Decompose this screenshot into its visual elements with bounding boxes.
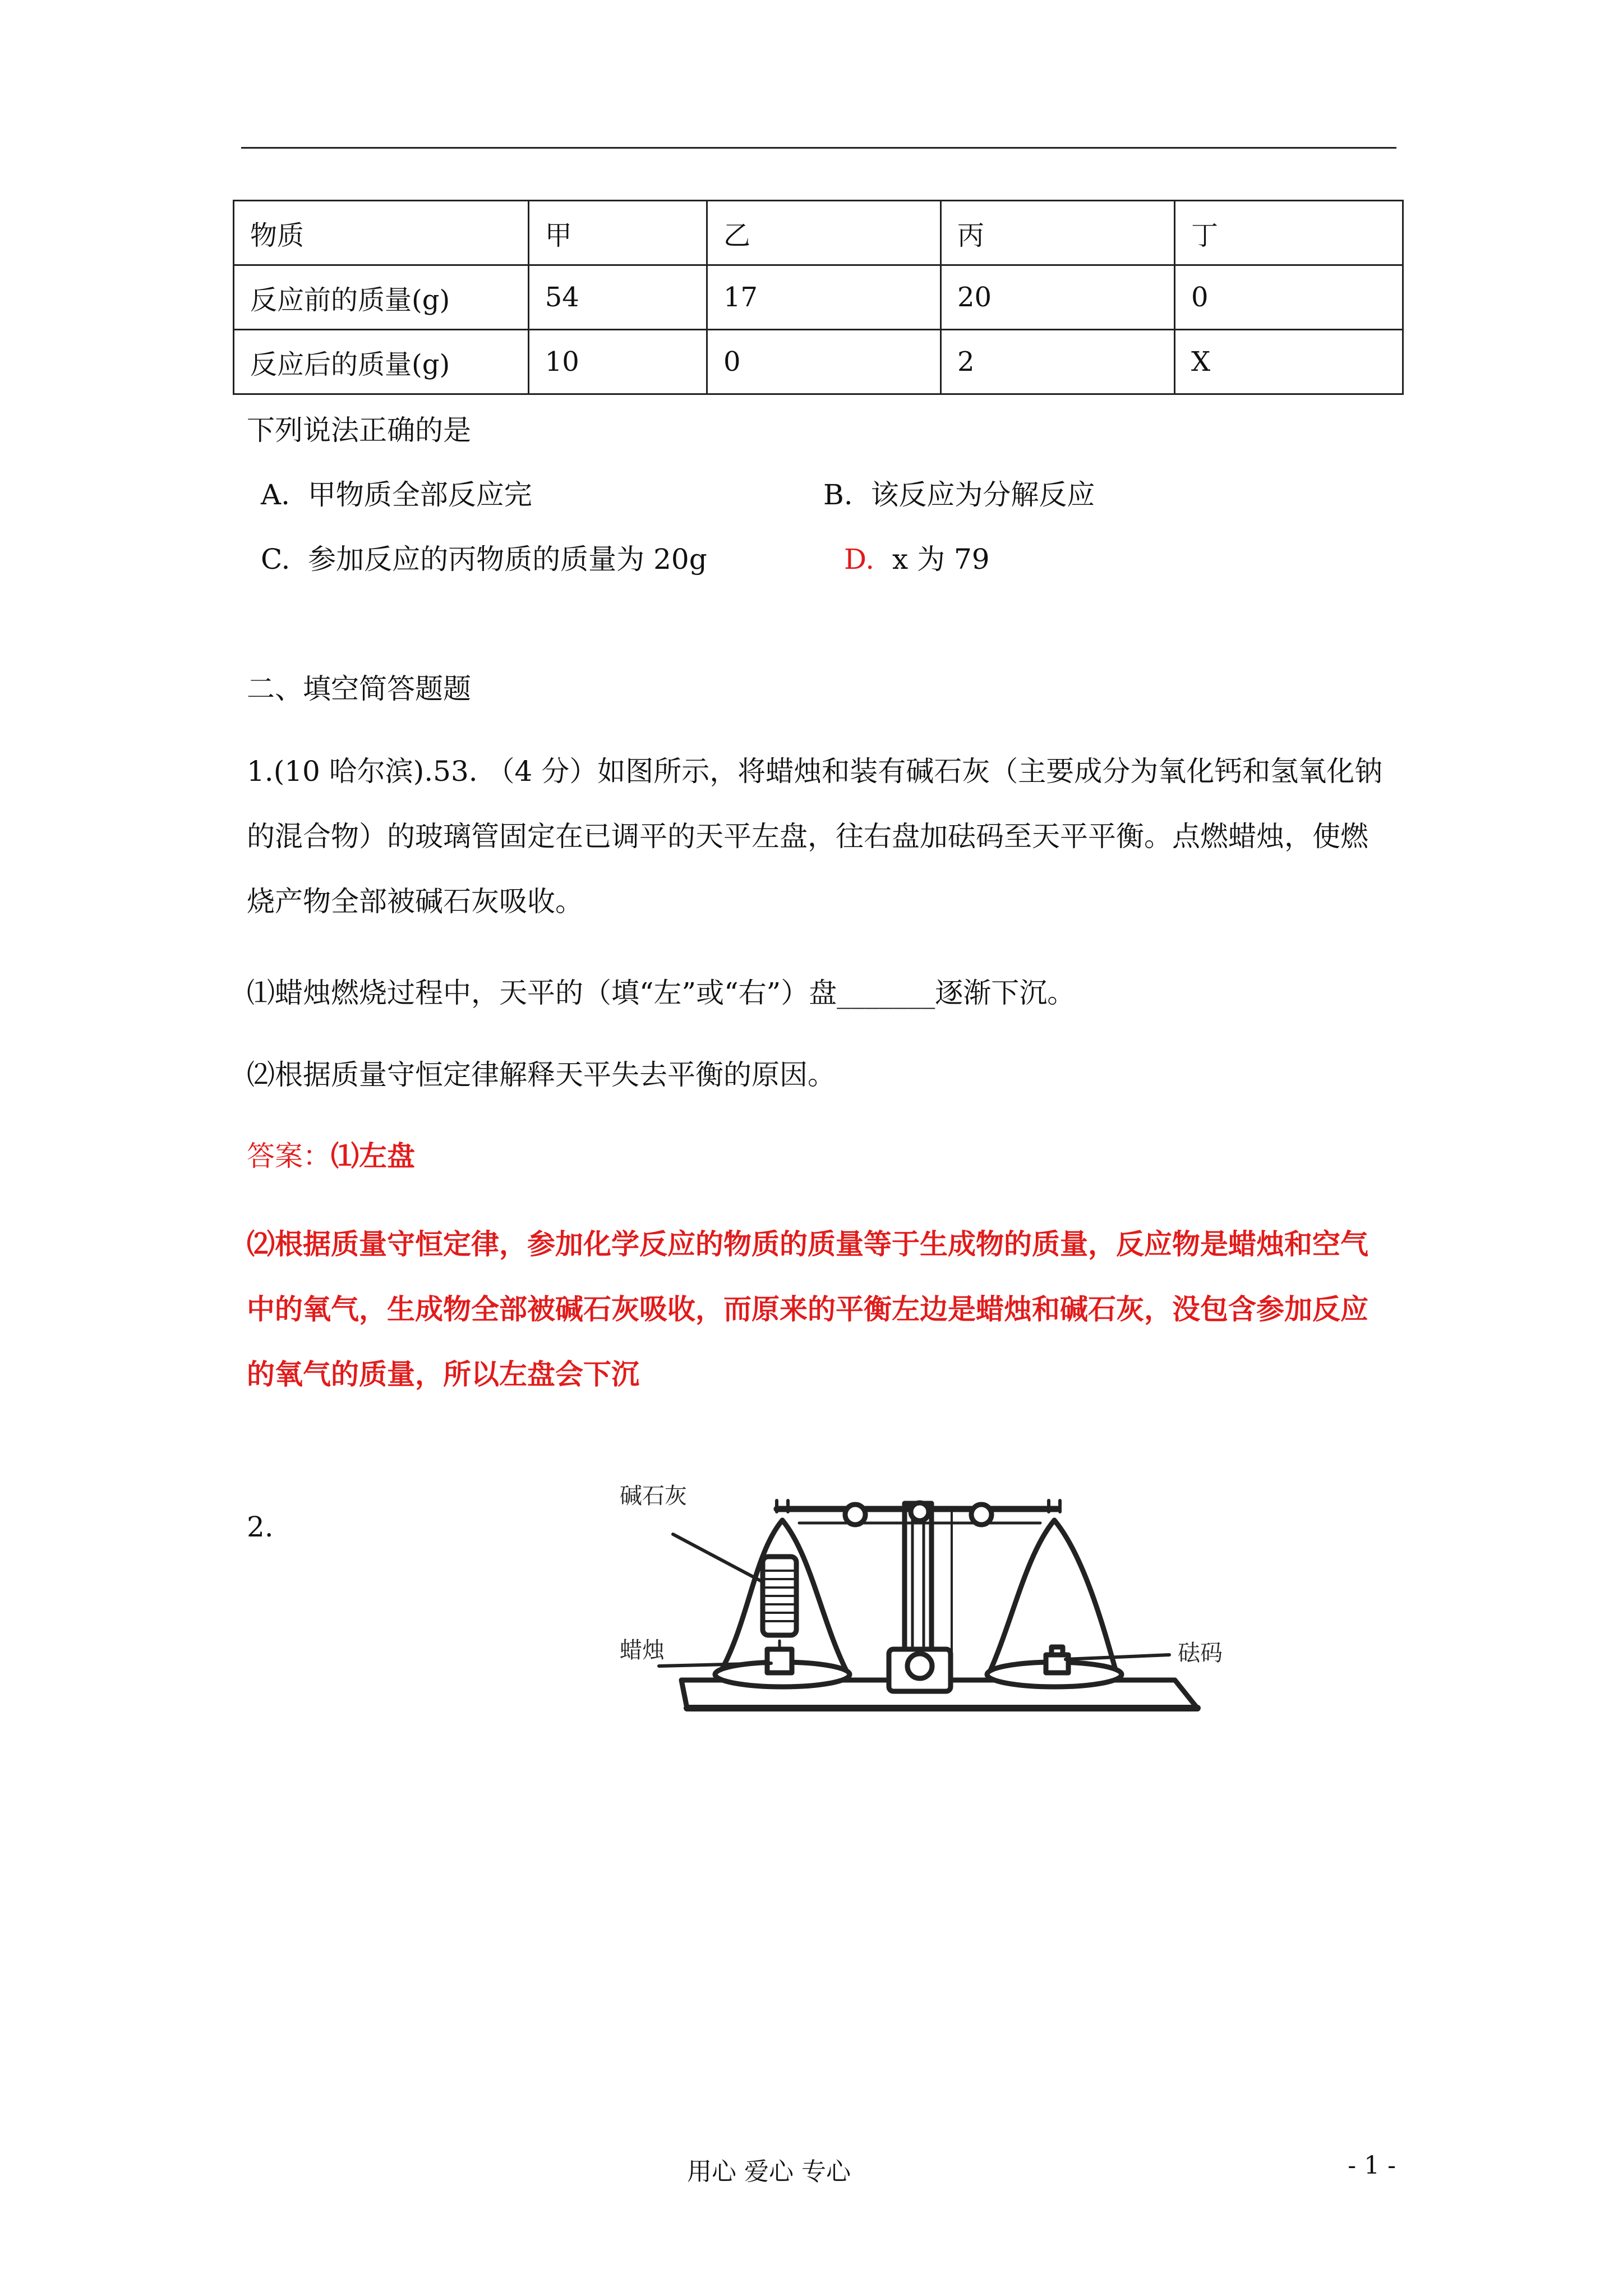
table-cell: 2: [940, 330, 1174, 394]
figure-label-left-bottom: 蜡烛: [620, 1637, 665, 1663]
table-cell: 反应前的质量(g): [234, 265, 529, 330]
footer-motto: 用心 爱心 专心: [687, 2157, 851, 2186]
figure-label-left-top: 碱石灰: [620, 1483, 687, 1509]
table-cell: 0: [707, 330, 940, 394]
table-row: [234, 201, 1403, 265]
table-cell: 17: [707, 265, 940, 330]
table-cell: 10: [528, 330, 707, 394]
table-cell: 丁: [1174, 201, 1403, 265]
option-d: [844, 543, 990, 576]
problem2-number: 2.: [247, 1511, 274, 1543]
table-cell: X: [1174, 330, 1403, 394]
mass-data-table: [233, 200, 1404, 395]
balance-illustration: [608, 1481, 1239, 1717]
header-rule: [241, 147, 1396, 149]
option-letter: D.: [844, 543, 875, 576]
option-letter: A.: [261, 478, 291, 511]
balance-figure: [608, 1481, 1239, 1717]
answer1: ⑴左盘: [331, 1139, 415, 1172]
option-text: 参加反应的丙物质的质量为 20g: [308, 543, 707, 576]
option-text: x 为 79: [892, 543, 990, 576]
option-b: [823, 478, 1095, 511]
answer-label: 答案：: [247, 1140, 331, 1172]
problem1-sub2: ⑵根据质量守恒定律解释天平失去平衡的原因。: [247, 1059, 836, 1091]
problem1-text: 1.(10 哈尔滨).53. （4 分）如图所示，将蜡烛和装有碱石灰（主要成分为氧化钙和氢氧化钠的混合物）的玻璃管固定在已调平的天平左盘，往右盘加砝码至天平平衡。点燃蜡烛，使燃烧产物全部被碱石灰吸收。: [247, 755, 1383, 918]
option-letter: B.: [823, 478, 853, 511]
section-title: 二、填空简答题题: [247, 673, 471, 705]
table-cell: 乙: [707, 201, 940, 265]
problem1-sub1: ⑴蜡烛燃烧过程中，天平的（填“左”或“右”）盘_______逐渐下沉。: [247, 977, 1076, 1009]
option-a: [261, 478, 532, 511]
answer2: ⑵根据质量守恒定律，参加化学反应的物质的质量等于生成物的质量，反应物是蜡烛和空气中的氧气，生成物全部被碱石灰吸收，而原来的平衡左边是蜡烛和碱石灰，没包含参加反应的氧气的质量，所以左盘会下沉: [247, 1227, 1368, 1391]
answer-line1: [247, 1124, 1391, 1189]
table-cell: 0: [1174, 265, 1403, 330]
table-cell: 20: [940, 265, 1174, 330]
table-cell: 物质: [234, 201, 529, 265]
option-letter: C.: [261, 543, 291, 576]
table-row: [234, 330, 1403, 394]
option-text: 甲物质全部反应完: [307, 478, 532, 511]
option-c: [261, 543, 707, 576]
table-row: [234, 265, 1403, 330]
table-cell: 丙: [940, 201, 1174, 265]
table-cell: 甲: [528, 201, 707, 265]
option-text: 该反应为分解反应: [870, 478, 1095, 511]
page-number: - 1 -: [1348, 2151, 1396, 2180]
table-cell: 反应后的质量(g): [234, 330, 529, 394]
question-prompt: 下列说法正确的是: [247, 414, 471, 447]
figure-label-right: 砝码: [1178, 1640, 1223, 1666]
table-cell: 54: [528, 265, 707, 330]
